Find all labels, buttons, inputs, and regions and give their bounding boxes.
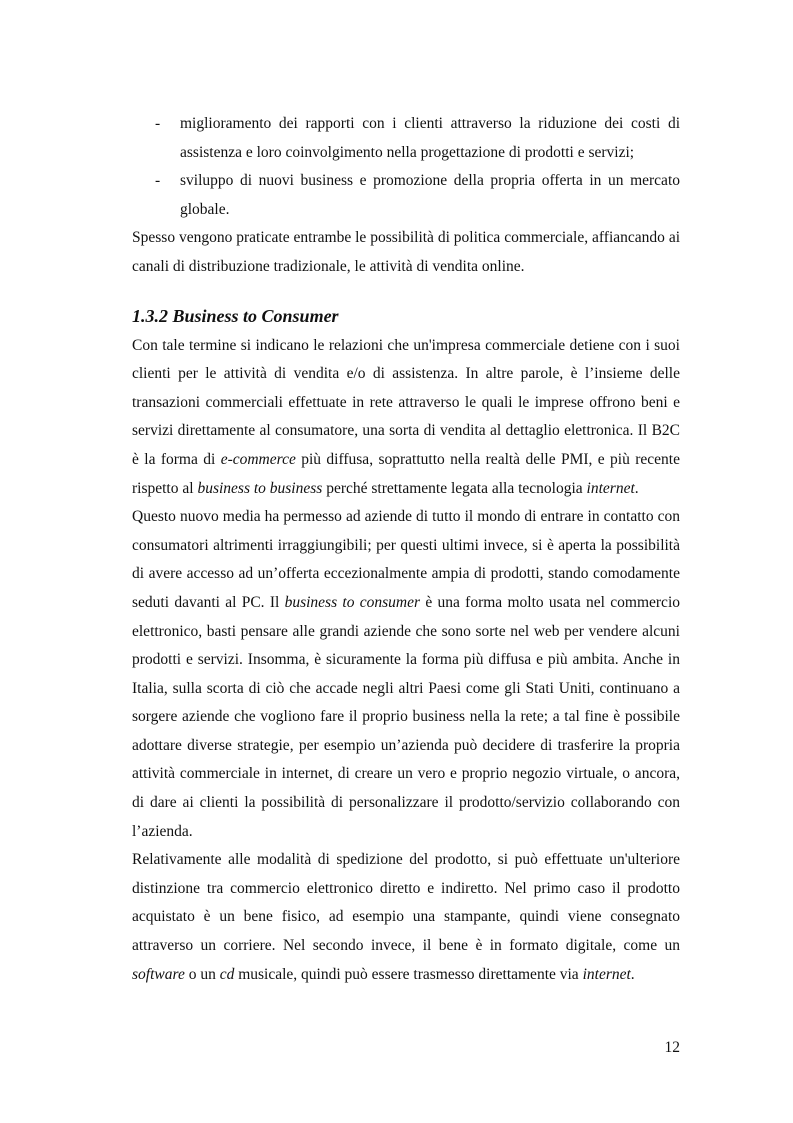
bullet-list — [132, 110, 680, 224]
list-item — [132, 110, 680, 167]
bullet-dash: - — [155, 115, 161, 132]
bullet-dash: - — [155, 172, 161, 190]
text-run: è una forma molto usata nel commercio elettronico, basti pensare alle grandi aziende che sono sorte nel web per vendere alcuni prodotti e servizi. Insomma, è sicuramente la forma più diffusa e più ambita. Anche in Italia, sulla scorta di ciò che accade negli altri Paesi come gli Stati Uniti, continuano a sorgere aziende che vogliono fare il proprio business nella la rete; a tal fine è possibile adottare diverse strategie, per esempio un’azienda può decidere di trasferire la propria attività commerciale in internet, di creare un vero e proprio negozio virtuale, o ancora, di dare ai clienti la possibilità di personalizzare il prodotto/servizio collaborando con l’azienda. — [132, 593, 680, 840]
emphasis-term: e-commerce — [220, 450, 296, 468]
page-number: 12 — [664, 1039, 680, 1056]
text-run: più diffusa, soprattutto nella realtà delle PMI, e più recente rispetto al — [132, 450, 680, 497]
paragraph-shipping — [132, 846, 680, 989]
page-body — [132, 110, 680, 989]
emphasis-term: internet — [582, 965, 631, 983]
text-run: Relativamente alle modalità di spedizione del prodotto, si può effettuate un'ulteriore distinzione tra commercio elettronico diretto e indiretto. Nel primo caso il prodotto acquistato è un bene fisico, ad esempio una stampante, quindi viene consegnato attraverso un corriere. Nel secondo invece, il bene è in formato digitale, come un — [132, 851, 680, 955]
emphasis-term: business to consumer — [284, 593, 421, 611]
bullet-text: miglioramento dei rapporti con i clienti attraverso la riduzione dei costi di assistenza e loro coinvolgimento nella progettazione di prodotti e servizi; — [180, 115, 680, 161]
emphasis-term: business to business — [197, 479, 323, 497]
emphasis-term: software — [132, 965, 185, 983]
text-run: Questo nuovo media ha permesso ad aziende di tutto il mondo di entrare in contatto con consumatori altrimenti irraggiungibili; per questi ultimi invece, si è aperta la possibilità di avere accesso ad un’offerta eccezionalmente ampia di prodotti, stando comodamente seduti davanti al PC. Il — [132, 508, 680, 611]
emphasis-term: cd — [219, 965, 235, 983]
bullet-text: sviluppo di nuovi business e promozione della propria offerta in un mercato globale. — [180, 172, 680, 218]
text-run: musicale, quindi può essere trasmesso direttamente via — [234, 965, 583, 983]
text-run: . — [630, 965, 635, 983]
emphasis-term: internet — [586, 479, 635, 497]
section-heading: 1.3.2 Business to Consumer — [132, 305, 339, 326]
text-run: perché strettamente legata alla tecnologia — [322, 479, 587, 497]
intro-paragraph: Spesso vengono praticate entrambe le possibilità di politica commerciale, affiancando ai canali di distribuzione tradizionale, le attività di vendita online. — [132, 229, 680, 275]
text-run: o un — [184, 965, 220, 983]
paragraph-new-media — [132, 503, 680, 846]
text-run: Con tale termine si indicano le relazioni che un'impresa commerciale detiene con i suoi clienti per le attività di vendita e/o di assistenza. In altre parole, è l’insieme delle transazioni commerciali effettuate in rete attraverso le quali le imprese offrono beni e servizi direttamente al consumatore, una sorta di vendita al dettaglio elettronica. Il B2C è la forma di — [132, 336, 680, 468]
list-item — [132, 167, 680, 224]
text-run: . — [634, 479, 639, 497]
paragraph-b2c-definition — [132, 332, 680, 504]
